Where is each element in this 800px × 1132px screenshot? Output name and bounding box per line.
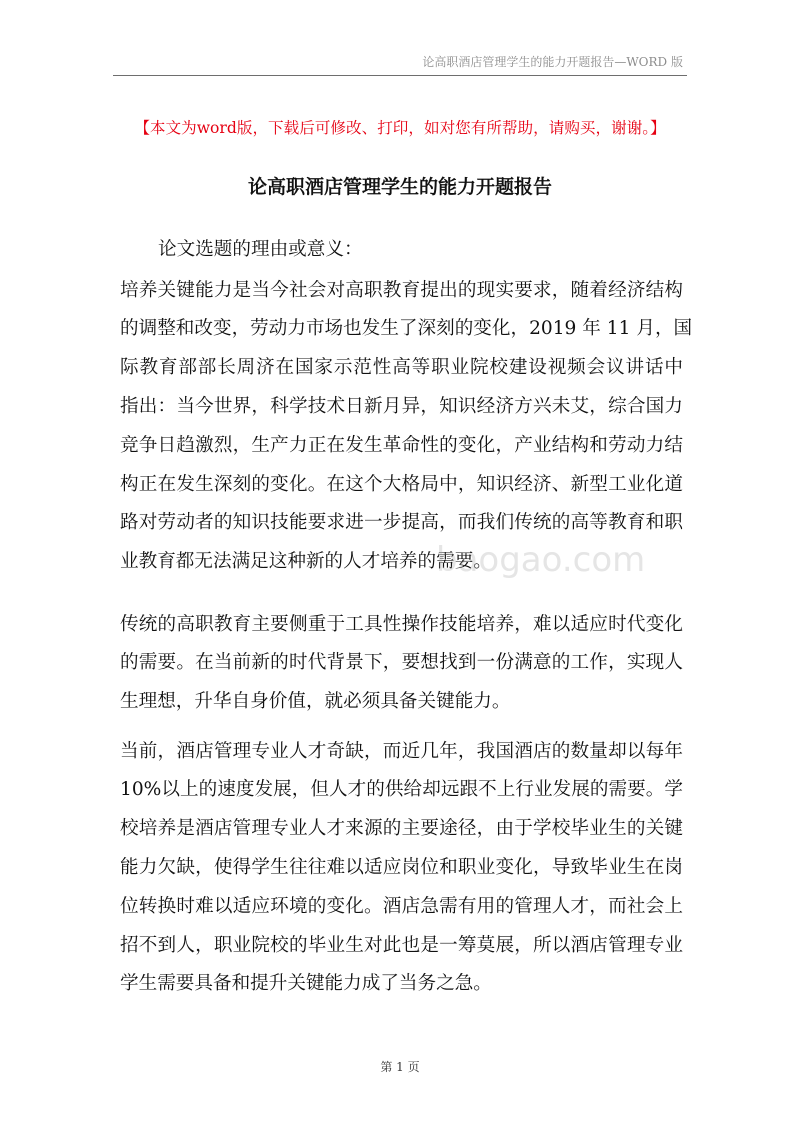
paragraph-line: 的调整和改变，劳动力市场也发生了深刻的变化，2019 年 11 月，国 (120, 318, 693, 340)
paragraph-line: 论文选题的理由或意义： (158, 238, 363, 260)
running-header-title: 论高职酒店管理学生的能力开题报告—WORD 版 (422, 55, 683, 69)
body-paragraph (120, 272, 693, 582)
paragraph-line: 位转换时难以适应环境的变化。酒店急需有用的管理人才，而社会上 (120, 895, 683, 917)
paragraph-line: 路对劳动者的知识技能要求进一步提高，而我们传统的高等教育和职 (120, 512, 683, 534)
body-paragraph (120, 733, 683, 1005)
paragraph-line: 10%以上的速度发展，但人才的供给却远跟不上行业发展的需要。学 (120, 779, 683, 801)
purchase-notice: 【本文为word版，下载后可修改、打印，如对您有所帮助，请购买，谢谢。】 (134, 119, 666, 137)
site-watermark: baogao.com (436, 540, 646, 580)
paragraph-line: 学生需要具备和提升关键能力成了当务之急。 (120, 973, 492, 995)
document-body (120, 231, 693, 1005)
paragraph-line: 能力欠缺，使得学生往往难以适应岗位和职业变化，导致毕业生在岗 (120, 856, 683, 878)
paragraph-line: 培养关键能力是当今社会对高职教育提出的现实要求，随着经济结构 (120, 279, 683, 301)
paragraph-line: 传统的高职教育主要侧重于工具性操作技能培养，难以适应时代变化 (120, 613, 683, 635)
body-paragraph (120, 606, 683, 722)
header-divider (113, 75, 687, 76)
paragraph-line: 竞争日趋激烈，生产力正在发生革命性的变化，产业结构和劳动力结 (120, 434, 683, 456)
paragraph-line: 的需要。在当前新的时代背景下，要想找到一份满意的工作，实现人 (120, 652, 683, 674)
page-number-footer: 第 1 页 (380, 1060, 420, 1074)
paragraph-line: 际教育部部长周济在国家示范性高等职业院校建设视频会议讲话中 (120, 357, 683, 379)
paragraph-line: 生理想，升华自身价值，就必须具备关键能力。 (120, 691, 511, 713)
paragraph-line: 业教育都无法满足这种新的人才培养的需要。 (120, 551, 492, 573)
paragraph-line: 校培养是酒店管理专业人才来源的主要途径，由于学校毕业生的关键 (120, 818, 683, 840)
paragraph-line: 当前，酒店管理专业人才奇缺，而近几年，我国酒店的数量却以每年 (120, 740, 683, 762)
paragraph-line: 构正在发生深刻的变化。在这个大格局中，知识经济、新型工业化道 (120, 473, 683, 495)
paragraph-line: 招不到人，职业院校的毕业生对此也是一筹莫展，所以酒店管理专业 (120, 934, 683, 956)
body-paragraph-reason-heading (120, 231, 683, 270)
paragraph-line: 指出：当今世界，科学技术日新月异，知识经济方兴未艾，综合国力 (120, 395, 683, 417)
document-title: 论高职酒店管理学生的能力开题报告 (247, 176, 552, 198)
